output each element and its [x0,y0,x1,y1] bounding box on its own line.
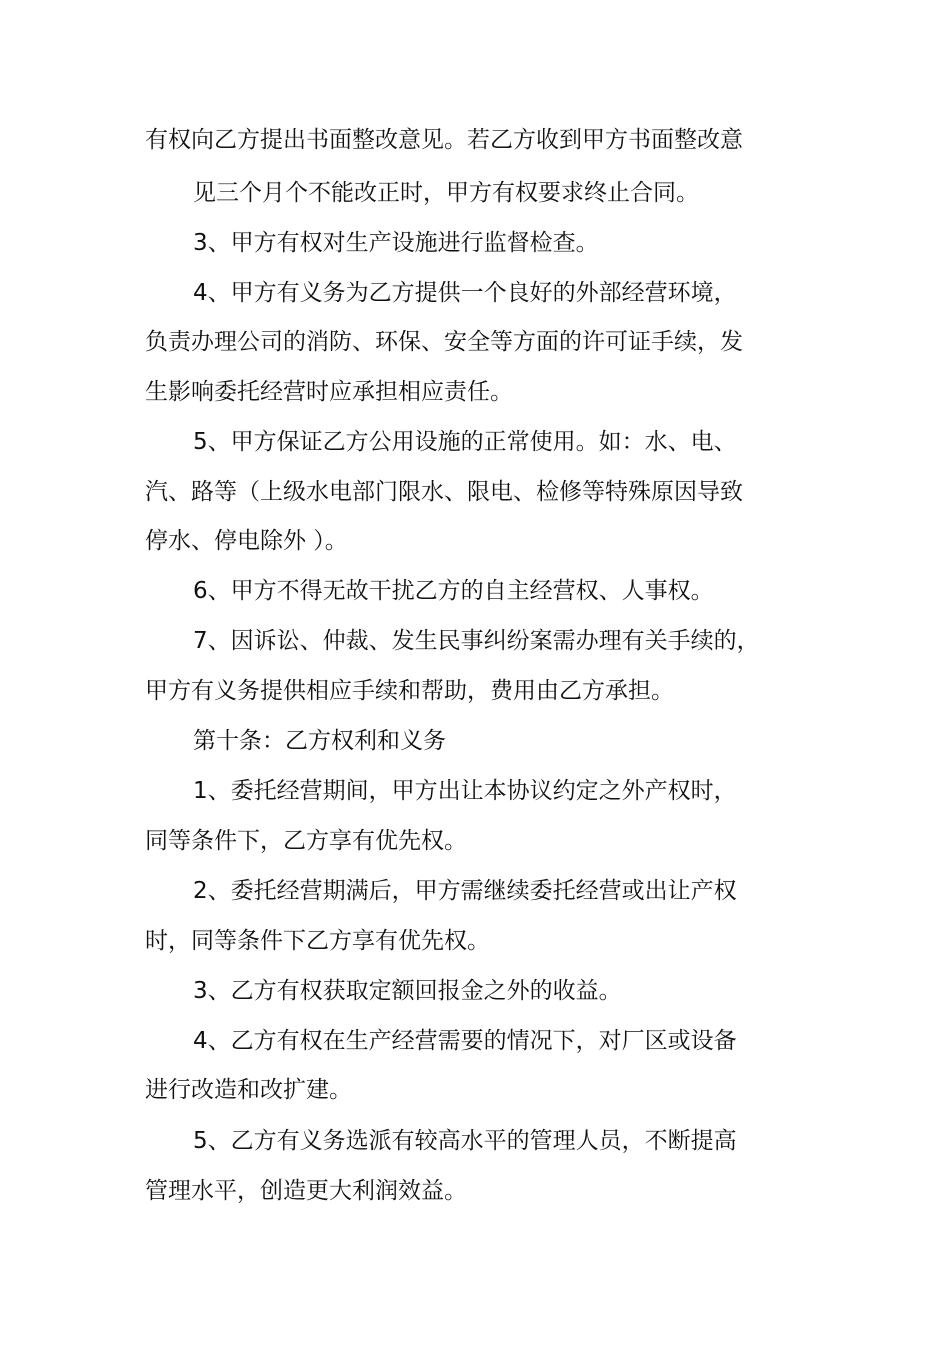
text-line: 管理水平，创造更大利润效益。 [145,1178,467,1204]
text-line: 6、甲方不得无故干扰乙方的自主经营权、人事权。 [193,578,714,604]
text-line: 见三个月个不能改正时，甲方有权要求终止合同。 [193,180,699,206]
text-line: 甲方有义务提供相应手续和帮助，费用由乙方承担。 [145,678,674,704]
text-line: 有权向乙方提出书面整改意见。若乙方收到甲方书面整改意 [145,127,743,153]
text-line: 停水、停电除外 ）。 [145,528,348,554]
text-line: 3、甲方有权对生产设施进行监督检查。 [193,230,599,256]
section-heading: 第十条：乙方权利和义务 [193,728,446,754]
text-line: 同等条件下，乙方享有优先权。 [145,828,467,854]
text-line: 2、委托经营期满后，甲方需继续委托经营或出让产权 [193,878,737,904]
text-line: 4、甲方有义务为乙方提供一个良好的外部经营环境， [193,280,737,306]
text-line: 1、委托经营期间，甲方出让本协议约定之外产权时， [193,778,737,804]
text-line: 负责办理公司的消防、环保、安全等方面的许可证手续，发 [145,329,743,355]
text-line: 汽、路等（上级水电部门限水、限电、检修等特殊原因导致 [145,479,743,505]
text-line: 5、乙方有义务选派有较高水平的管理人员，不断提高 [193,1128,737,1154]
text-line: 5、甲方保证乙方公用设施的正常使用。如：水、电、 [193,429,737,455]
text-line: 生影响委托经营时应承担相应责任。 [145,379,513,405]
text-line: 时，同等条件下乙方享有优先权。 [145,928,490,954]
text-line: 7、因诉讼、仲裁、发生民事纠纷案需办理有关手续的， [193,628,760,654]
text-line: 3、乙方有权获取定额回报金之外的收益。 [193,978,622,1004]
text-line: 进行改造和改扩建。 [145,1077,352,1103]
text-line: 4、乙方有权在生产经营需要的情况下，对厂区或设备 [193,1028,737,1054]
